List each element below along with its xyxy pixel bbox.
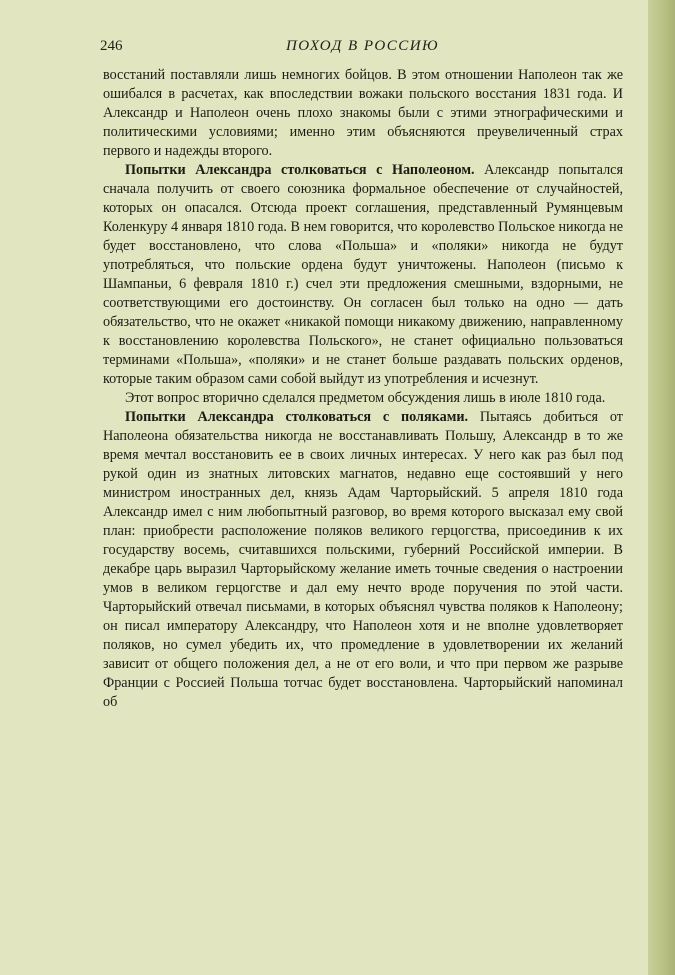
paragraph-lead: Попытки Александра столковаться с Наполеоном.: [125, 162, 475, 178]
paragraph-text: Александр попытался сначала получить от своего союзника формальное обеспечение от случайностей, которых он опасался. Отсюда проект соглашения, представленный Румянцевым Коленкуру 4 января 1810 года. В нем говорится, что королевство Польское никогда не будет восстановлено, что слова «Польша» и «поляки» никогда не будут употребляться, что польские ордена будут уничтожены. Наполеон (письмо к Шампаньи, 6 февраля 1810 г.) счел эти предложения смешными, вздорными, не соответствующими его достоинству. Он согласен был только на одно — дать обязательство, что не окажет «никакой помощи никакому движению, направленному к восстановлению королевства Польского», не станет официально пользоваться терминами «Польша», «поляки» и не станет больше раздавать польских орденов, которые таким образом сами собой выйдут из употребления и исчезнут.: [103, 162, 624, 387]
paragraph: [103, 161, 623, 389]
running-title: ПОХОД В РОССИЮ: [285, 38, 440, 54]
paragraph: [103, 389, 623, 408]
page-edge: [648, 0, 675, 975]
paragraph: [103, 408, 623, 712]
page-header: [100, 38, 625, 60]
paragraph-text: восстаний поставляли лишь немногих бойцов. В этом отношении Наполеон так же ошибался в расчетах, как впоследствии вожаки польского восстания 1831 года. И Александр и Наполеон очень плохо знакомы были с этими этнографическими и политическими условиями; именно этим объясняются преувеличенный страх первого и надежды второго.: [103, 67, 623, 159]
paragraph-text: Этот вопрос вторично сделался предметом обсуждения лишь в июле 1810 года.: [125, 390, 606, 406]
paragraph-lead: Попытки Александра столковаться с поляками.: [125, 409, 469, 425]
paragraph: [103, 66, 623, 161]
paragraph-text: Пытаясь добиться от Наполеона обязательства никогда не восстанавливать Польшу, Александр в то же время мечтал восстановить ее в своих личных интересах. У него как раз был под рукой один из знатных литовских магнатов, недавно еще состоявший у него министром иностранных дел, князь Адам Чарторыйский. 5 апреля 1810 года Александр имел с ним любопытный разговор, во время которого высказал ему свой план: приобрести расположение поляков великого герцогства, присоединив к их государству восемь, считавшихся польскими, губерний Российской империи. В декабре царь выразил Чарторыйскому желание иметь точные сведения о настроении умов в великом герцогстве и дал ему нечто вроде поручения по этой части. Чарторыйский отвечал письмами, в которых объяснял чувства поляков к Наполеону; он писал императору Александру, что Наполеон хотя и не вполне удовлетворяет поляков, но сумел убедить их, что промедление в удовлетворении их желаний зависит от общего положения дел, а не от его воли, и что при первом же разрыве Франции с Россией Польша тотчас будет восстановлена. Чарторыйский напоминал об: [103, 409, 623, 710]
page-number: 246: [100, 38, 123, 54]
body-text: [103, 66, 623, 712]
